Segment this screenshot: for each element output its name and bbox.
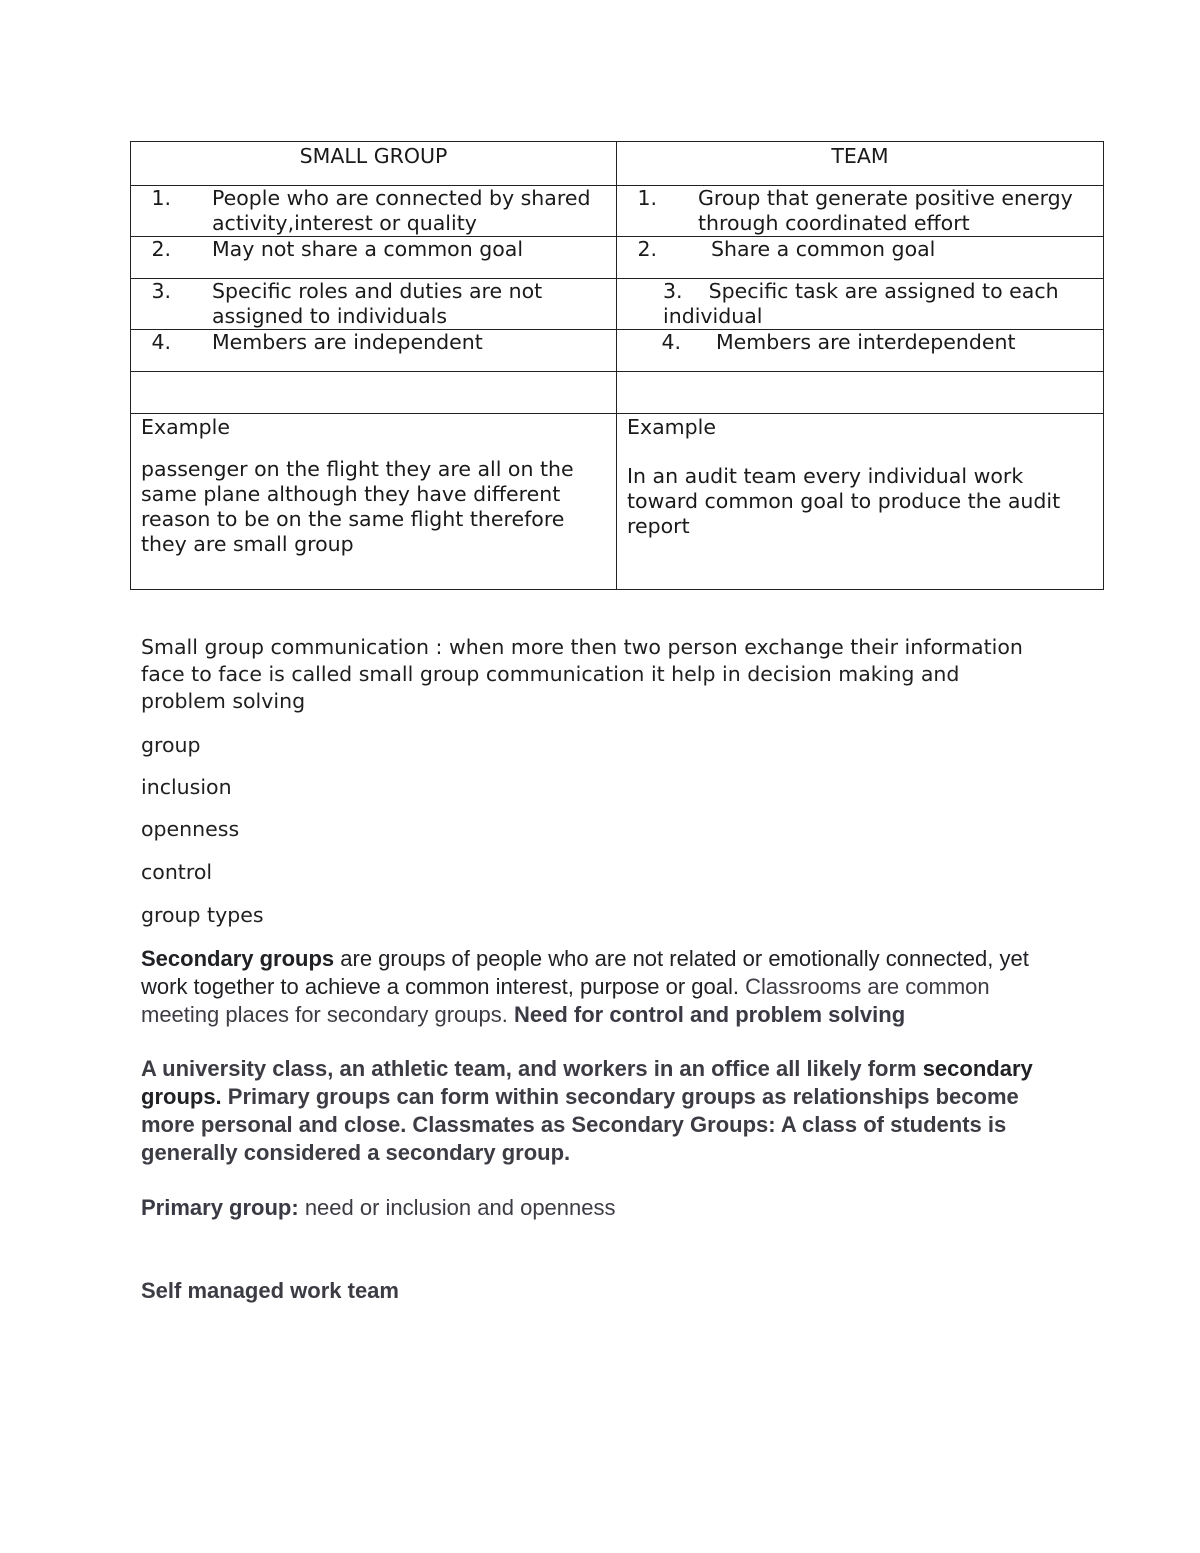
table-cell [617,279,1104,330]
row-text: Group that generate positive energy through coordinated effort [698,186,1073,235]
list-item: control [141,860,213,884]
university-text: A university class, an athletic team, and workers in an office all likely form [141,1056,923,1081]
list-number: 2. [151,237,171,261]
example-cell-small-group [131,414,617,590]
table-cell [617,237,1104,279]
definition-paragraph: Small group communication : when more then two person exchange their information face to face is called small group communication it help in decision making and problem solving [141,635,1023,713]
list-number: 3. [151,279,171,303]
secondary-groups-definition: are groups of people who are not related or emotionally connected, yet work together to achieve a common interest, purpose or goal. [141,946,1029,999]
university-paragraph [141,1055,1051,1167]
row-text: Members are independent [212,330,483,354]
example-text: In an audit team every individual work toward common goal to produce the audit report [627,464,1061,538]
list-item: group types [141,903,264,927]
example-cell-team [617,414,1104,590]
row-text: May not share a common goal [212,237,524,261]
header-small-group: SMALL GROUP [131,142,617,186]
table-row [131,237,1104,279]
row-text: Members are interdependent [716,330,1016,354]
example-label: Example [141,415,230,439]
row-text: Share a common goal [711,237,936,261]
primary-group-paragraph [141,1194,1051,1222]
table-cell [131,237,617,279]
secondary-groups-highlight: secondary groups. [141,1056,1033,1109]
example-label: Example [627,415,716,439]
table-cell [131,279,617,330]
row-text: Specific task are assigned to each individual [663,279,1059,328]
table-cell [617,186,1104,237]
example-text: passenger on the flight they are all on the same plane although they have different reason to be on the same flight therefore they are small group [141,457,574,556]
table-row [131,330,1104,372]
primary-group-term: Primary group: [141,1195,299,1220]
classrooms-sentence: Classrooms are common meeting places for secondary groups. [141,974,990,1027]
list-number: 4. [661,330,681,354]
list-number: 1. [637,186,657,210]
row-text: People who are connected by shared activity,interest or quality [212,186,591,235]
comparison-table [130,141,1104,590]
list-item: inclusion [141,775,232,799]
primary-within-text: Primary groups can form within secondary groups as relationships become more personal and close. Classmates as Secondary Groups: A class of students is generally considered a secondary group. [141,1084,1019,1165]
empty-cell [131,372,617,414]
header-team: TEAM [617,142,1104,186]
row-text: Specific roles and duties are not assigned to individuals [212,279,543,328]
secondary-groups-term: Secondary groups [141,946,335,971]
self-managed-heading: Self managed work team [141,1278,399,1303]
table-cell [131,330,617,372]
empty-row [131,372,1104,414]
table-row [131,186,1104,237]
empty-cell [617,372,1104,414]
table-cell [617,330,1104,372]
example-row [131,414,1104,590]
list-number: 4. [151,330,171,354]
secondary-groups-paragraph [141,945,1051,1029]
primary-group-text: need or inclusion and openness [298,1195,616,1220]
table-cell [131,186,617,237]
list-number: 1. [151,186,171,210]
list-number: 3. [663,279,683,303]
need-for-control: Need for control and problem solving [513,1002,906,1027]
list-number: 2. [637,237,657,261]
table-row [131,279,1104,330]
list-item: group [141,733,201,757]
list-item: openness [141,817,240,841]
